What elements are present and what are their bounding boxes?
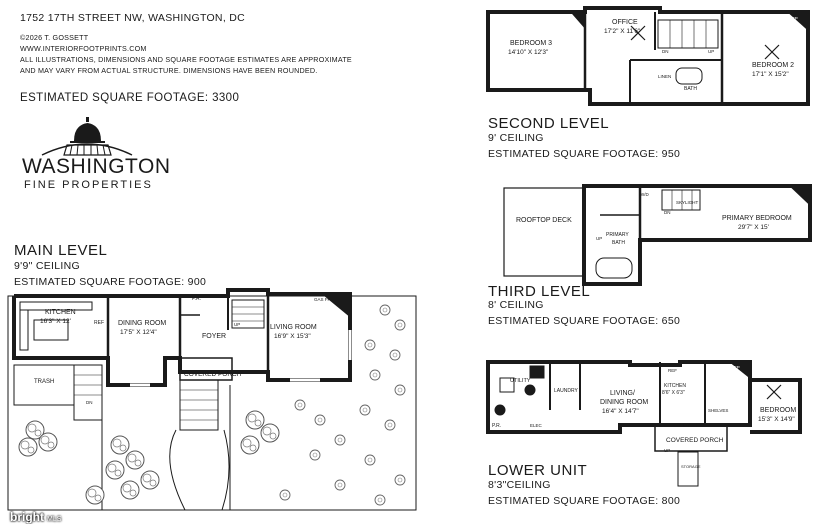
main-foyer-label: FOYER [202, 333, 227, 340]
total-square-footage: ESTIMATED SQUARE FOOTAGE: 3300 [20, 92, 240, 104]
watermark-suffix: MLS [47, 516, 62, 523]
second-dn-label: DN [662, 49, 669, 54]
main-up-label: UP [234, 322, 241, 327]
main-pr-label: P.R. [192, 296, 202, 302]
disclaimer-line-2: AND MAY VARY FROM ACTUAL STRUCTURE. DIMENSIONS HAVE BEEN ROUNDED. [20, 66, 318, 75]
lower-foyer-label: FOYER [680, 423, 698, 429]
main-ref-label: REF [94, 320, 104, 326]
lower-utility-label: UTILITY [510, 378, 531, 384]
main-dining-dim: 17'5" X 12'4" [120, 329, 157, 336]
main-trash-label: TRASH [34, 379, 55, 385]
copyright-text: ©2026 T. GOSSETT [20, 33, 89, 42]
logo-wordmark: WASHINGTON [22, 155, 171, 178]
second-bedroom2-dim: 17'1" X 15'2" [752, 71, 789, 78]
main-level-title: MAIN LEVEL [14, 242, 108, 259]
lower-porch-label: COVERED PORCH [666, 437, 724, 444]
lower-up-label: UP [664, 448, 671, 453]
third-up-label: UP [596, 236, 603, 241]
lower-living-dim: 16'4" X 14'7" [602, 408, 639, 415]
property-address: 1752 17TH STREET NW, WASHINGTON, DC [20, 12, 246, 24]
main-dn-label: DN [86, 400, 93, 405]
second-level-title: SECOND LEVEL [488, 115, 610, 132]
lower-unit-title: LOWER UNIT [488, 462, 588, 479]
main-living-label: LIVING ROOM [270, 324, 317, 331]
lower-shelves-label: SHELVES [708, 408, 729, 413]
second-fp-label: FP [792, 16, 798, 21]
third-pbath-label-2: BATH [612, 240, 625, 246]
lower-ref-label: REF [668, 368, 677, 373]
second-bath-label: BATH [684, 86, 697, 92]
disclaimer-line-1: ALL ILLUSTRATIONS, DIMENSIONS AND SQUARE FOOTAGE ESTIMATES ARE APPROXIMATE [20, 55, 352, 64]
lower-elec-label: ELEC [530, 423, 542, 428]
third-wd-label: W/D [640, 192, 649, 197]
lower-living-label-2: DINING ROOM [600, 399, 649, 406]
lower-bedroom-label: BEDROOM [760, 407, 797, 414]
lower-living-label: LIVING/ [610, 390, 635, 397]
lower-storage-label: STORAGE [681, 464, 701, 469]
lower-pr-label: P.R. [492, 423, 502, 429]
third-skylight-label: SKYLIGHT [676, 200, 699, 205]
second-level-ceiling: 9' CEILING [488, 132, 544, 144]
main-kitchen-dim: 16'3" X 12' [40, 318, 71, 325]
second-bedroom3-dim: 14'10" X 12'3" [508, 49, 549, 56]
third-level-sqft: ESTIMATED SQUARE FOOTAGE: 650 [488, 315, 681, 327]
lower-bedroom-dim: 15'3" X 14'9" [758, 416, 795, 423]
third-pbath-label: PRIMARY [606, 232, 629, 238]
main-kitchen-label: KITCHEN [45, 309, 76, 316]
second-office-label: OFFICE [612, 19, 638, 26]
third-level-ceiling: 8' CEILING [488, 299, 544, 311]
main-gas-fp-label: GAS FP [314, 297, 331, 302]
watermark-brand: bright [10, 510, 44, 524]
second-office-dim: 17'2" X 11'6" [604, 28, 641, 35]
lower-unit-ceiling: 8'3"CEILING [488, 479, 551, 491]
main-level-sqft: ESTIMATED SQUARE FOOTAGE: 900 [14, 276, 207, 288]
logo-tagline: FINE PROPERTIES [24, 179, 153, 191]
mls-watermark [10, 510, 61, 524]
lower-laundry-label: LAUNDRY [554, 388, 578, 394]
main-living-dim: 16'9" X 15'3" [274, 333, 311, 340]
third-dn-label: DN [664, 210, 671, 215]
third-deck-label: ROOFTOP DECK [516, 217, 572, 224]
lower-kitchen-label: KITCHEN [664, 383, 686, 389]
second-up-label: UP [708, 49, 715, 54]
main-dining-label: DINING ROOM [118, 320, 167, 327]
third-pbed-dim: 29'7" X 15' [738, 224, 769, 231]
website-text: WWW.INTERIORFOOTPRINTS.COM [20, 44, 147, 53]
third-pbed-label: PRIMARY BEDROOM [722, 215, 792, 222]
second-linen-label: LINEN [658, 74, 672, 79]
lower-kitchen-dim: 8'6" X 6'3" [662, 390, 685, 396]
lower-fp-label: FP [734, 365, 740, 370]
second-bedroom2-label: BEDROOM 2 [752, 62, 795, 69]
third-level-title: THIRD LEVEL [488, 283, 591, 300]
main-level-ceiling: 9'9" CEILING [14, 260, 80, 272]
lower-unit-sqft: ESTIMATED SQUARE FOOTAGE: 800 [488, 495, 681, 507]
second-level-plan [488, 8, 808, 104]
third-level-plan [504, 186, 810, 284]
second-level-sqft: ESTIMATED SQUARE FOOTAGE: 950 [488, 148, 681, 160]
second-bedroom3-label: BEDROOM 3 [510, 40, 553, 47]
main-porch-label: COVERED PORCH [184, 371, 242, 378]
